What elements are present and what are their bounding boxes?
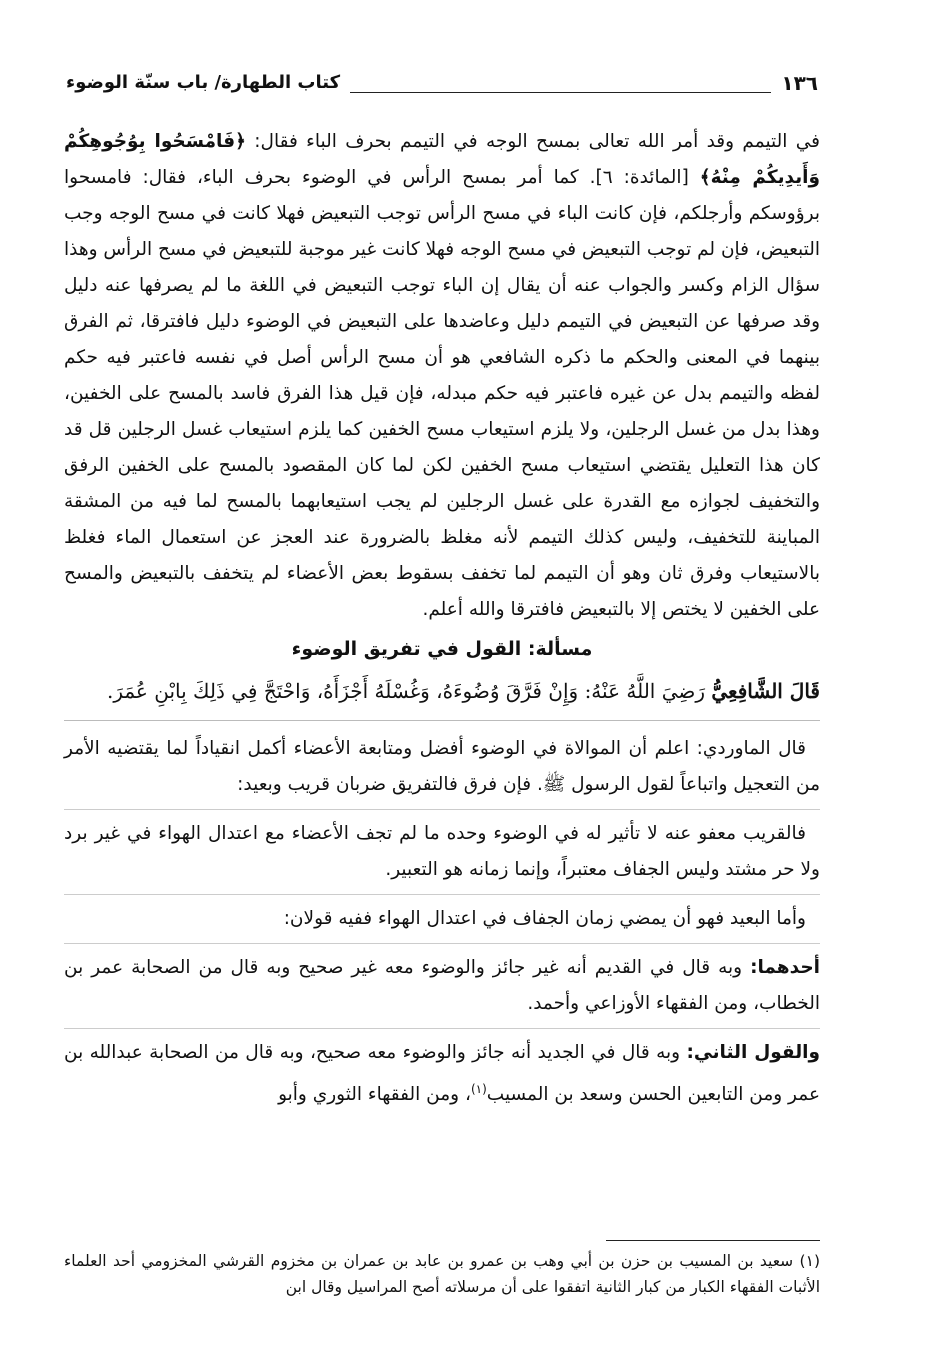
page-header (66, 70, 818, 100)
matn-paragraph (64, 672, 820, 721)
opening-text-before-aya: في التيمم وقد أمر الله تعالى بمسح الوجه في التيمم بحرف الباء فقال: (245, 131, 820, 152)
commentary-paragraph-2: فالقريب معفو عنه لا تأثير له في الوضوء وحده ما لم تجف الأعضاء مع اعتدال الهواء في غير برد ولا حر مشتد وليس الجفاف معتبراً، وإنما زمانه هو التعبير. (64, 816, 820, 895)
footnote-1: (١) سعيد بن المسيب بن حزن بن أبي وهب بن عمرو بن عابد بن عمران بن مخزوم القرشي المخزومي أحد العلماء الأثبات الفقهاء الكبار من كبار الثانية اتفقوا على أن مرسلاته أصح المراسيل وقال ابن (64, 1252, 820, 1296)
first-opinion-text: وبه قال في القديم أنه غير جائز والوضوء معه غير صحيح وبه قال من الصحابة عمر بن الخطاب، ومن الفقهاء الأوزاعي وأحمد. (64, 957, 820, 1014)
footnote-reference[interactable]: (١) (470, 1082, 487, 1096)
footnote-separator (606, 1240, 820, 1241)
running-head: كتاب الطهارة/ باب سنّة الوضوء (66, 70, 350, 96)
first-opinion-lead: أحدهما: (750, 957, 820, 978)
opening-text-after-aya: [المائدة: ٦]. كما أمر بمسح الرأس في الوضوء بحرف الباء، فقال: فامسحوا برؤوسكم وأرجلكم، فإن كانت الباء في مسح الرأس توجب التبعيض فهلا كانت في مسح الوجه وجب التبعيض، فإن لم توجب التبعيض في مسح الوجه فهلا كانت غير موجبة للتبعيض في مسح الرأس وهذا سؤال الزام وكسر والجواب عنه أن يقال إن الباء توجب التبعيض في اللغة ما لم يصرفها عنه دليل وقد صرفها عن التبعيض في التيمم دليل وعاضدها على التبعيض في الوضوء دليل فافترقا، ثم الفرق بينهما في المعنى والحكم ما ذكره الشافعي هو أن مسح الرأس أصل في نفسه فاعتبر فيه حكم لفظه والتيمم بدل عن غيره فاعتبر فيه حكم مبدله، فإن قيل هذا الفرق فاسد بالمسح على الخفين، وهذا بدل من غسل الرجلين، ولا يلزم استيعاب مسح الخفين كما يلزم استيعاب غسل الرجلين قل قد كان هذا التعليل يقتضي استيعاب مسح الخفين لكن لما كان المقصود بالمسح على الخفين الرفق والتخفيف لجوازه مع القدرة على غسل الرجلين لم يجب استيعابهما بالمسح لما فيه من المشقة المباينة للتخفيف، وليس كذلك التيمم لأنه مغلظ بالضرورة عند العجز عن استعمال الماء فغلظ بالاستيعاب وفرق ثان وهو أن التيمم لما تخفف بسقوط بعض الأعضاء لم يتخفف بالتبعيض والمسح على الخفين لا يختص إلا بالتبعيض فافترقا والله أعلم. (64, 167, 820, 620)
section-title: مسألة: القول في تفريق الوضوء (291, 638, 593, 660)
page-body (64, 124, 820, 1125)
commentary-paragraph-3: وأما البعيد فهو أن يمضي زمان الجفاف في اعتدال الهواء ففيه قولان: (64, 901, 820, 944)
quran-verse: ﴿فَامْسَحُوا بِوُجُوهِكُمْ وَأَيدِيكُمْ مِنْهُ﴾ (64, 131, 821, 188)
second-opinion-paragraph (64, 1035, 820, 1119)
matn-speaker: قَالَ الشَّافِعِيُّ (711, 679, 820, 703)
second-opinion-text: وبه قال في الجديد أنه جائز والوضوء معه صحيح، وبه قال من الصحابة عبدالله بن عمر ومن التابعين الحسن وسعد بن المسيب (64, 1042, 820, 1106)
footnotes (64, 1248, 820, 1300)
page-number: ١٣٦ (771, 70, 818, 96)
commentary-paragraph-1: قال الماوردي: اعلم أن الموالاة في الوضوء أفضل ومتابعة الأعضاء أكمل انقياداً لما يقتضيه الأمر من التعجيل واتباعاً لقول الرسول ﷺ. فإن فرق فالتفريق ضربان قريب وبعيد: (64, 731, 820, 810)
first-opinion-paragraph (64, 950, 820, 1029)
matn-text: رَضِيَ اللَّهُ عَنْهُ: وَإِنْ فَرَّقَ وُضُوءَهُ، وَغُسْلَهُ أَجْزَأَهُ، وَاحْتَجَّ فِي ذَلِكَ بِابْنِ عُمَرَ. (106, 679, 712, 703)
opening-paragraph (64, 124, 820, 628)
second-opinion-lead: والقول الثاني: (686, 1042, 820, 1063)
second-opinion-text-continued: ، ومن الفقهاء الثوري وأبو (278, 1084, 471, 1106)
